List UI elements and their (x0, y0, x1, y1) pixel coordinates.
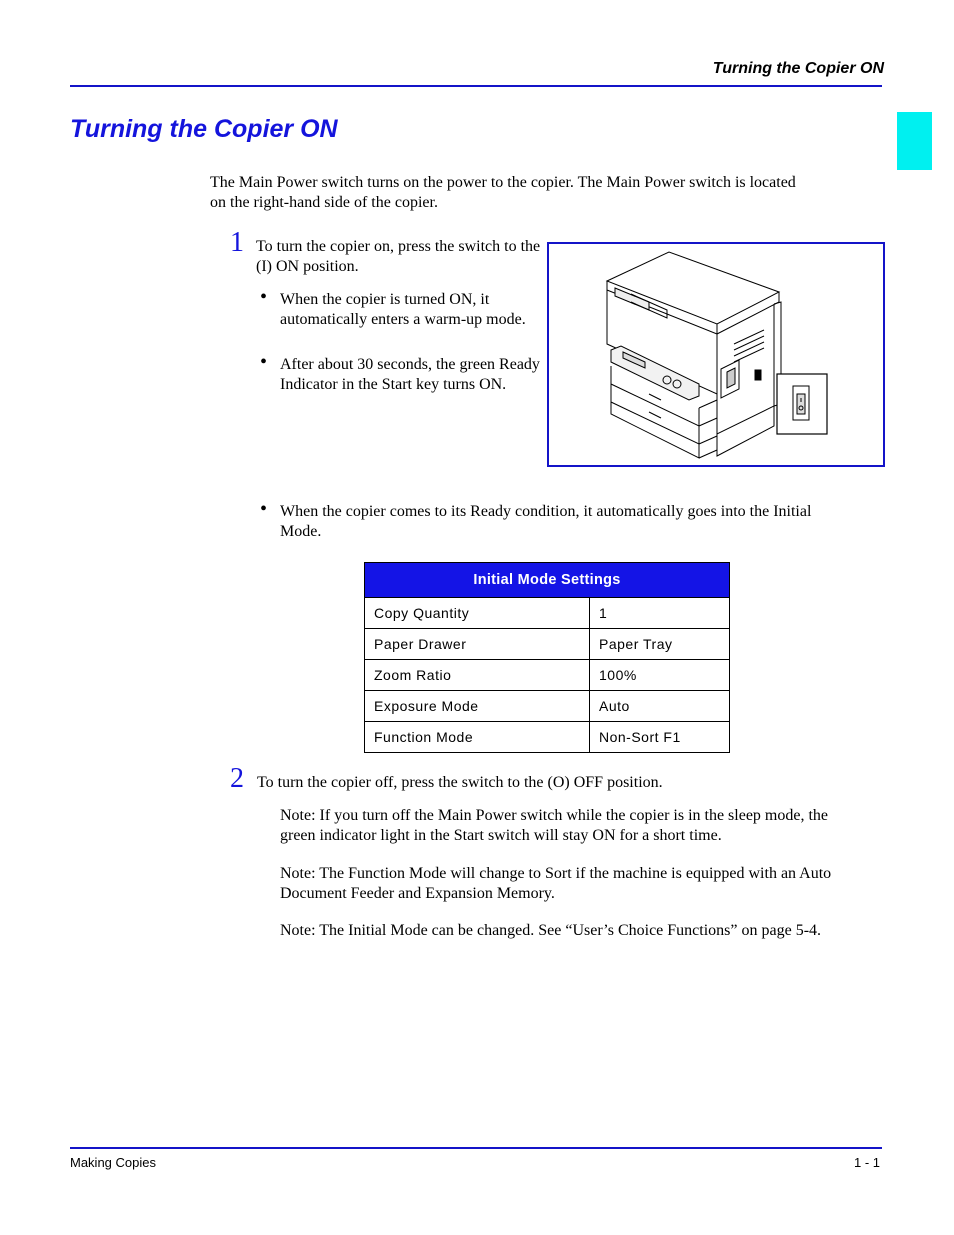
bullet-text: When the copier comes to its Ready condition, it automatically goes into the Initial Mode. (280, 503, 812, 540)
intro-paragraph: The Main Power switch turns on the power to the copier. The Main Power switch is located on the right-hand side of the copier. (210, 174, 796, 211)
page-title: Turning the Copier ON (70, 115, 338, 143)
table-row (365, 598, 730, 629)
table-row (365, 629, 730, 660)
bullet-text: When the copier is turned ON, it automatically enters a warm-up mode. (280, 291, 526, 328)
table-header-row (365, 563, 730, 598)
bullet-icon: • (260, 351, 268, 373)
setting-name: Function Mode (365, 722, 590, 753)
setting-name: Copy Quantity (365, 598, 590, 629)
table-row (365, 691, 730, 722)
setting-value: Auto (590, 691, 730, 722)
copier-drawing (549, 244, 883, 465)
page-number: 1 - 1 (853, 1155, 880, 1170)
table-row (365, 722, 730, 753)
table-row (365, 660, 730, 691)
setting-name: Paper Drawer (365, 629, 590, 660)
note-sleep-mode: Note: If you turn off the Main Power switch while the copier is in the sleep mode, the green indicator light in the Start switch will stay ON for a short time. (280, 807, 829, 844)
step-1-number: 1 (230, 227, 244, 258)
setting-value: Non-Sort F1 (590, 722, 730, 753)
setting-name: Exposure Mode (365, 691, 590, 722)
chapter-thumb-tab (897, 112, 932, 170)
setting-value: 1 (590, 598, 730, 629)
bullet-item (260, 498, 840, 542)
bullet-item (260, 351, 545, 395)
setting-value: Paper Tray (590, 629, 730, 660)
bullet-text: After about 30 seconds, the green Ready Indicator in the Start key turns ON. (280, 356, 540, 393)
note-initial-mode: Note: The Initial Mode can be changed. See “User’s Choice Functions” on page 5-4. (280, 922, 822, 939)
step-2-number: 2 (230, 763, 244, 794)
footer-section-name: Making Copies (70, 1155, 156, 1170)
copier-illustration (547, 242, 885, 467)
bullet-item (260, 286, 540, 330)
step-1-text: To turn the copier on, press the switch to the (I) ON position. (256, 238, 541, 275)
header-rule (70, 85, 882, 87)
step-2-text: To turn the copier off, press the switch to the (O) OFF position. (257, 774, 663, 791)
table-heading: Initial Mode Settings (365, 563, 730, 598)
setting-value: 100% (590, 660, 730, 691)
bullet-icon: • (260, 286, 268, 308)
initial-mode-settings-table (364, 562, 730, 753)
footer-rule (70, 1147, 882, 1149)
running-header: Turning the Copier ON (712, 60, 884, 77)
setting-name: Zoom Ratio (365, 660, 590, 691)
bullet-icon: • (260, 498, 268, 520)
note-function-mode: Note: The Function Mode will change to Sort if the machine is equipped with an Auto Document Feeder and Expansion Memory. (280, 865, 832, 902)
